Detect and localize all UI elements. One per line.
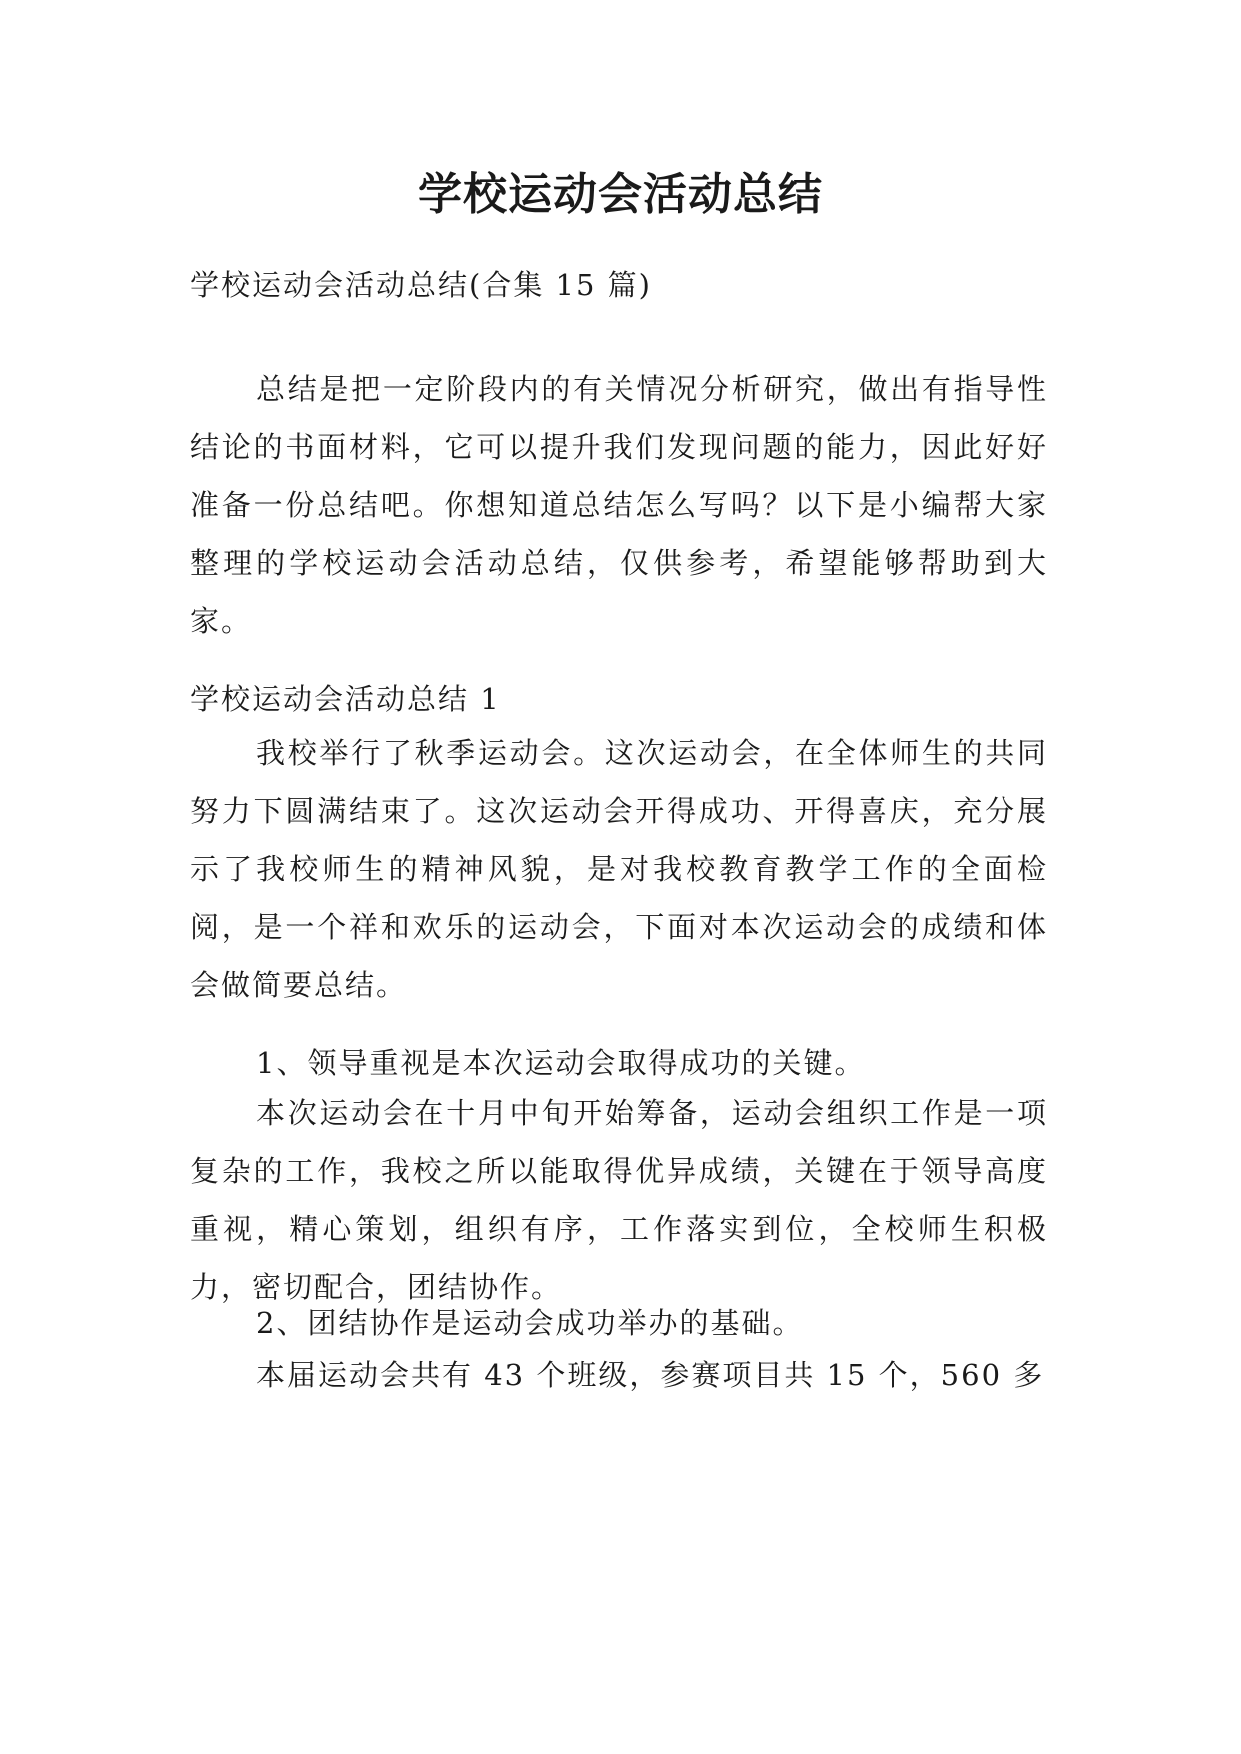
section-1-paragraph: 我校举行了秋季运动会。这次运动会，在全体师生的共同努力下圆满结束了。这次运动会开得成功、开得喜庆，充分展示了我校师生的精神风貌，是对我校教育教学工作的全面检阅，是一个祥和欢乐的运动会，下面对本次运动会的成绩和体会做简要总结。 <box>190 736 1048 1002</box>
point-1-body: 本次运动会在十月中旬开始筹备，运动会组织工作是一项复杂的工作，我校之所以能取得优异成绩，关键在于领导高度重视，精心策划，组织有序，工作落实到位，全校师生积极力，密切配合，团结协作。 <box>190 1096 1048 1304</box>
document-subtitle: 学校运动会活动总结(合集 15 篇) <box>190 268 652 302</box>
intro-paragraph: 总结是把一定阶段内的有关情况分析研究，做出有指导性结论的书面材料，它可以提升我们发现问题的能力，因此好好准备一份总结吧。你想知道总结怎么写吗？以下是小编帮大家整理的学校运动会活动总结，仅供参考，希望能够帮助到大家。 <box>190 372 1048 638</box>
point-1-heading: 1、领导重视是本次运动会取得成功的关键。 <box>256 1046 866 1080</box>
section-heading-1: 学校运动会活动总结 1 <box>190 682 501 716</box>
point-2-body: 本届运动会共有 43 个班级，参赛项目共 15 个，560 多 <box>256 1358 1045 1392</box>
document-title: 学校运动会活动总结 <box>418 169 823 220</box>
point-2-heading: 2、团结协作是运动会成功举办的基础。 <box>256 1306 804 1340</box>
